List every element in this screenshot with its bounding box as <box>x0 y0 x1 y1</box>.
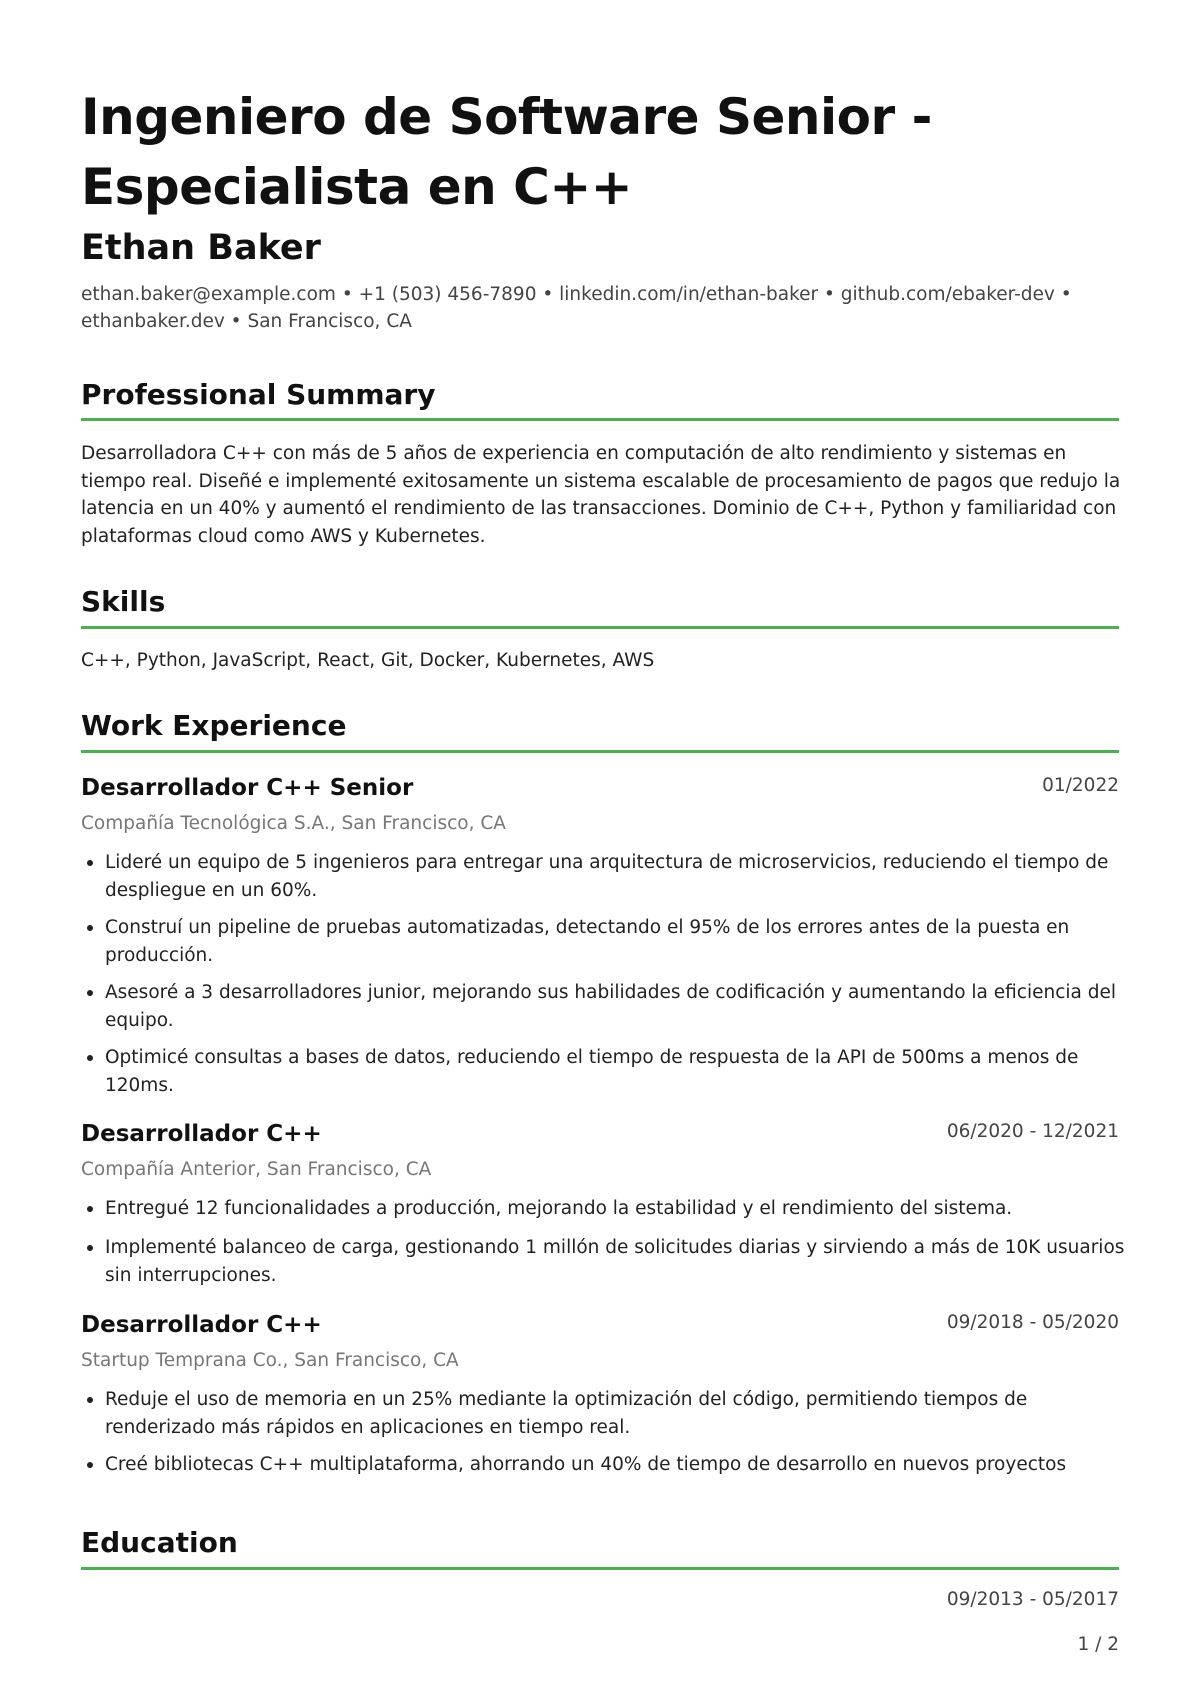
job-company: Startup Temprana Co., San Francisco, CA <box>81 1350 459 1371</box>
job-title: Desarrollador C++ Senior <box>81 775 414 801</box>
job-company: Compañía Tecnológica S.A., San Francisco, CA <box>81 813 506 834</box>
job-bullet <box>81 849 1131 904</box>
job-title: Desarrollador C++ <box>81 1312 322 1338</box>
bullet-text: Implementé balanceo de carga, gestionando 1 millón de solicitudes diarias y sirviendo a más de 10K usuarios sin interrupciones. <box>105 1237 1125 1286</box>
bullet-dot-icon <box>87 1462 93 1468</box>
bullet-dot-icon <box>87 925 93 931</box>
job-bullet <box>81 1044 1131 1099</box>
bullet-text: Asesoré a 3 desarrolladores junior, mejorando sus habilidades de codificación y aumentando la eficiencia del equipo. <box>105 982 1117 1031</box>
skills-heading: Skills <box>81 585 166 618</box>
summary-heading: Professional Summary <box>81 378 436 411</box>
education-heading: Education <box>81 1526 238 1559</box>
job-date: 06/2020 - 12/2021 <box>946 1121 1119 1142</box>
skills-divider <box>81 626 1119 629</box>
bullet-text: Reduje el uso de memoria en un 25% mediante la optimización del código, permitiendo tiempos de renderizado más rápidos en aplicaciones en tiempo real. <box>105 1389 1028 1438</box>
job-title: Desarrollador C++ <box>81 1121 322 1147</box>
bullet-dot-icon <box>87 1245 93 1251</box>
job-bullet <box>81 1386 1131 1441</box>
candidate-name: Ethan Baker <box>81 228 321 268</box>
job-company: Compañía Anterior, San Francisco, CA <box>81 1159 432 1180</box>
bullet-dot-icon <box>87 860 93 866</box>
experience-heading: Work Experience <box>81 709 347 742</box>
bullet-dot-icon <box>87 990 93 996</box>
job-date: 01/2022 <box>1042 775 1119 796</box>
job-bullet <box>81 1195 1131 1223</box>
bullet-dot-icon <box>87 1397 93 1403</box>
bullet-text: Entregué 12 funcionalidades a producción, mejorando la estabilidad y el rendimiento del sistema. <box>105 1198 1013 1219</box>
contact-info: ethan.baker@example.com • +1 (503) 456-7890 • linkedin.com/in/ethan-baker • github.com/ebaker-dev • ethanbaker.dev • San Francisco, CA <box>81 284 1072 332</box>
bullet-dot-icon <box>87 1206 93 1212</box>
page-number: 1 / 2 <box>1077 1634 1119 1655</box>
education-date: 09/2013 - 05/2017 <box>946 1589 1119 1610</box>
bullet-text: Optimicé consultas a bases de datos, reduciendo el tiempo de respuesta de la API de 500ms a menos de 120ms. <box>105 1047 1079 1096</box>
job-bullet <box>81 1451 1131 1479</box>
bullet-text: Creé bibliotecas C++ multiplataforma, ahorrando un 40% de tiempo de desarrollo en nuevos proyectos <box>105 1454 1067 1475</box>
summary-divider <box>81 418 1119 421</box>
job-bullet <box>81 914 1131 969</box>
bullet-dot-icon <box>87 1055 93 1061</box>
skills-list: C++, Python, JavaScript, React, Git, Docker, Kubernetes, AWS <box>81 650 655 671</box>
job-bullet <box>81 1234 1131 1289</box>
job-bullet <box>81 979 1131 1034</box>
summary-text: Desarrolladora C++ con más de 5 años de experiencia en computación de alto rendimiento y sistemas en tiempo real. Diseñé e implementé exitosamente un sistema escalable de procesamiento de pagos que redujo la latencia en un 40% y aumentó el rendimiento de las transacciones. Dominio de C++, Python y familiaridad con plataformas cloud como AWS y Kubernetes. <box>81 443 1121 547</box>
resume-title: Ingeniero de Software Senior - Especialista en C++ <box>81 88 932 216</box>
job-date: 09/2018 - 05/2020 <box>946 1312 1119 1333</box>
education-divider <box>81 1567 1119 1570</box>
bullet-text: Lideré un equipo de 5 ingenieros para entregar una arquitectura de microservicios, reduciendo el tiempo de despliegue en un 60%. <box>105 852 1109 901</box>
experience-divider <box>81 750 1119 753</box>
bullet-text: Construí un pipeline de pruebas automatizadas, detectando el 95% de los errores antes de la puesta en producción. <box>105 917 1070 966</box>
